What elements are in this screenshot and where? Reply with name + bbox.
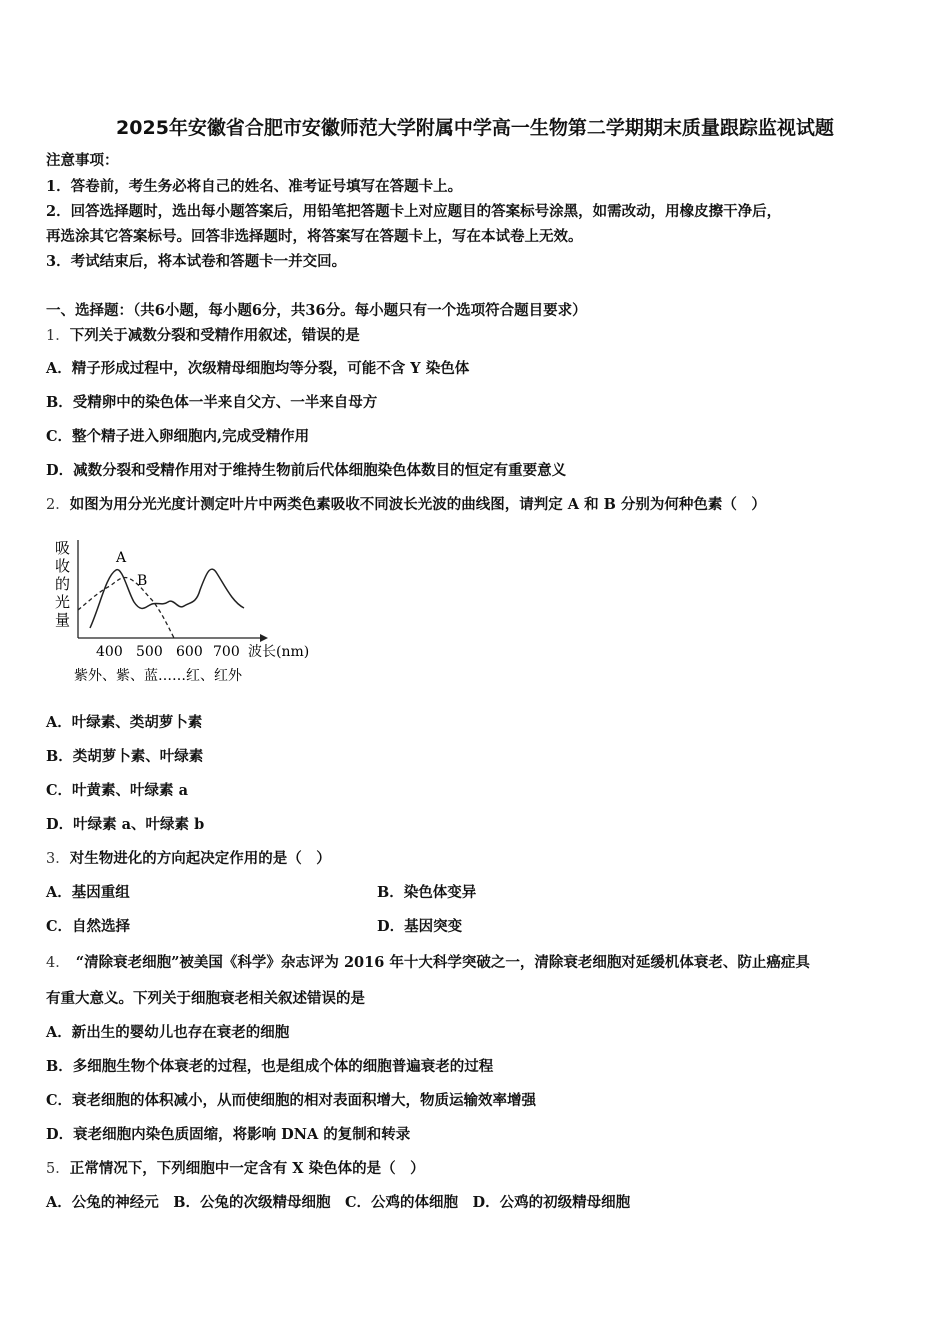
- q1-option-b: B．受精卵中的染色体一半来自父方、一半来自母方: [46, 394, 378, 411]
- notes-heading: 注意事项：: [46, 152, 119, 169]
- curve-a: [90, 569, 244, 628]
- y-label-char: 吸: [55, 539, 71, 557]
- q3-option-a: A．基因重组: [46, 884, 130, 901]
- q4-option-a: A．新出生的婴幼儿也存在衰老的细胞: [46, 1024, 290, 1041]
- note-item-3: 3．考试结束后，将本试卷和答题卡一并交回。: [46, 253, 347, 270]
- question-1-stem: [46, 326, 360, 346]
- curve-a-label: A: [116, 550, 127, 566]
- y-label-char: 收: [55, 557, 71, 575]
- question-text: 如图为用分光光度计测定叶片中两类色素吸收不同波长光波的曲线图，请判定 A 和 B 分别为何种色素（ ）: [69, 496, 766, 513]
- question-2-stem: [46, 495, 766, 515]
- question-number: 2．: [46, 497, 70, 513]
- q3-option-c: C．自然选择: [46, 918, 131, 935]
- note-item-2-cont: 再选涂其它答案标号。回答非选择题时，将答案写在答题卡上，写在本试卷上无效。: [46, 228, 583, 245]
- absorption-spectrum-figure: [48, 536, 328, 686]
- x-tick-label: 600: [176, 644, 203, 660]
- section-heading: 一、选择题：（共6小题，每小题6分，共36分。每小题只有一个选项符合题目要求）: [46, 302, 587, 319]
- question-text: 对生物进化的方向起决定作用的是（ ）: [69, 850, 331, 867]
- curve-b: [78, 577, 174, 638]
- q1-option-c: C．整个精子进入卵细胞内,完成受精作用: [46, 428, 310, 445]
- x-tick-label: 400: [96, 644, 123, 660]
- q5-options: A．公兔的神经元 B．公兔的次级精母细胞 C．公鸡的体细胞 D．公鸡的初级精母细胞: [46, 1194, 631, 1211]
- q2-option-a: A．叶绿素、类胡萝卜素: [46, 714, 203, 731]
- q3-option-d: D．基因突变: [377, 918, 463, 935]
- question-number: 4．: [46, 955, 70, 971]
- x-axis-arrow: [260, 634, 268, 642]
- question-3-stem: [46, 849, 331, 869]
- question-number: 1．: [46, 328, 70, 344]
- question-4-stem: [46, 953, 810, 973]
- question-text: 正常情况下，下列细胞中一定含有 X 染色体的是（ ）: [69, 1160, 425, 1177]
- q4-option-d: D．衰老细胞内染色质固缩，将影响 DNA 的复制和转录: [46, 1126, 411, 1143]
- x-axis-label: 波长(nm): [248, 644, 310, 660]
- x-tick-label: 700: [213, 644, 240, 660]
- q1-option-d: D．减数分裂和受精作用对于维持生物前后代体细胞染色体数目的恒定有重要意义: [46, 462, 567, 479]
- page-title: 2025年安徽省合肥市安徽师范大学附属中学高一生物第二学期期末质量跟踪监视试题: [116, 117, 834, 139]
- curve-b-label: B: [137, 573, 148, 589]
- q4-option-c: C．衰老细胞的体积减小，从而使细胞的相对表面积增大，物质运输效率增强: [46, 1092, 537, 1109]
- question-4-stem-cont: 有重大意义。下列关于细胞衰老相关叙述错误的是: [46, 990, 365, 1007]
- spectrum-label: 紫外、紫、蓝……红、红外: [74, 668, 242, 684]
- q2-option-c: C．叶黄素、叶绿素 a: [46, 782, 188, 799]
- y-label-char: 量: [55, 611, 71, 629]
- q2-option-d: D．叶绿素 a、叶绿素 b: [46, 816, 205, 833]
- y-label-char: 的: [55, 575, 71, 593]
- question-5-stem: [46, 1159, 425, 1179]
- note-item-1: 1．答卷前，考生务必将自己的姓名、准考证号填写在答题卡上。: [46, 178, 463, 195]
- question-number: 5．: [46, 1161, 70, 1177]
- q1-option-a: A．精子形成过程中，次级精母细胞均等分裂，可能不含 Y 染色体: [46, 360, 470, 377]
- note-item-2: 2．回答选择题时，选出每小题答案后，用铅笔把答题卡上对应题目的答案标号涂黑，如需改动，用橡皮擦干净后，: [46, 203, 782, 220]
- x-tick-label: 500: [136, 644, 163, 660]
- y-label-char: 光: [55, 593, 71, 611]
- question-text: “清除衰老细胞”被美国《科学》杂志评为 2016 年十大科学突破之一，清除衰老细胞对延缓机体衰老、防止癌症具: [75, 954, 810, 971]
- q2-option-b: B．类胡萝卜素、叶绿素: [46, 748, 204, 765]
- question-text: 下列关于减数分裂和受精作用叙述，错误的是: [69, 327, 360, 344]
- q4-option-b: B．多细胞生物个体衰老的过程，也是组成个体的细胞普遍衰老的过程: [46, 1058, 494, 1075]
- question-number: 3．: [46, 851, 70, 867]
- q3-option-b: B．染色体变异: [377, 884, 477, 901]
